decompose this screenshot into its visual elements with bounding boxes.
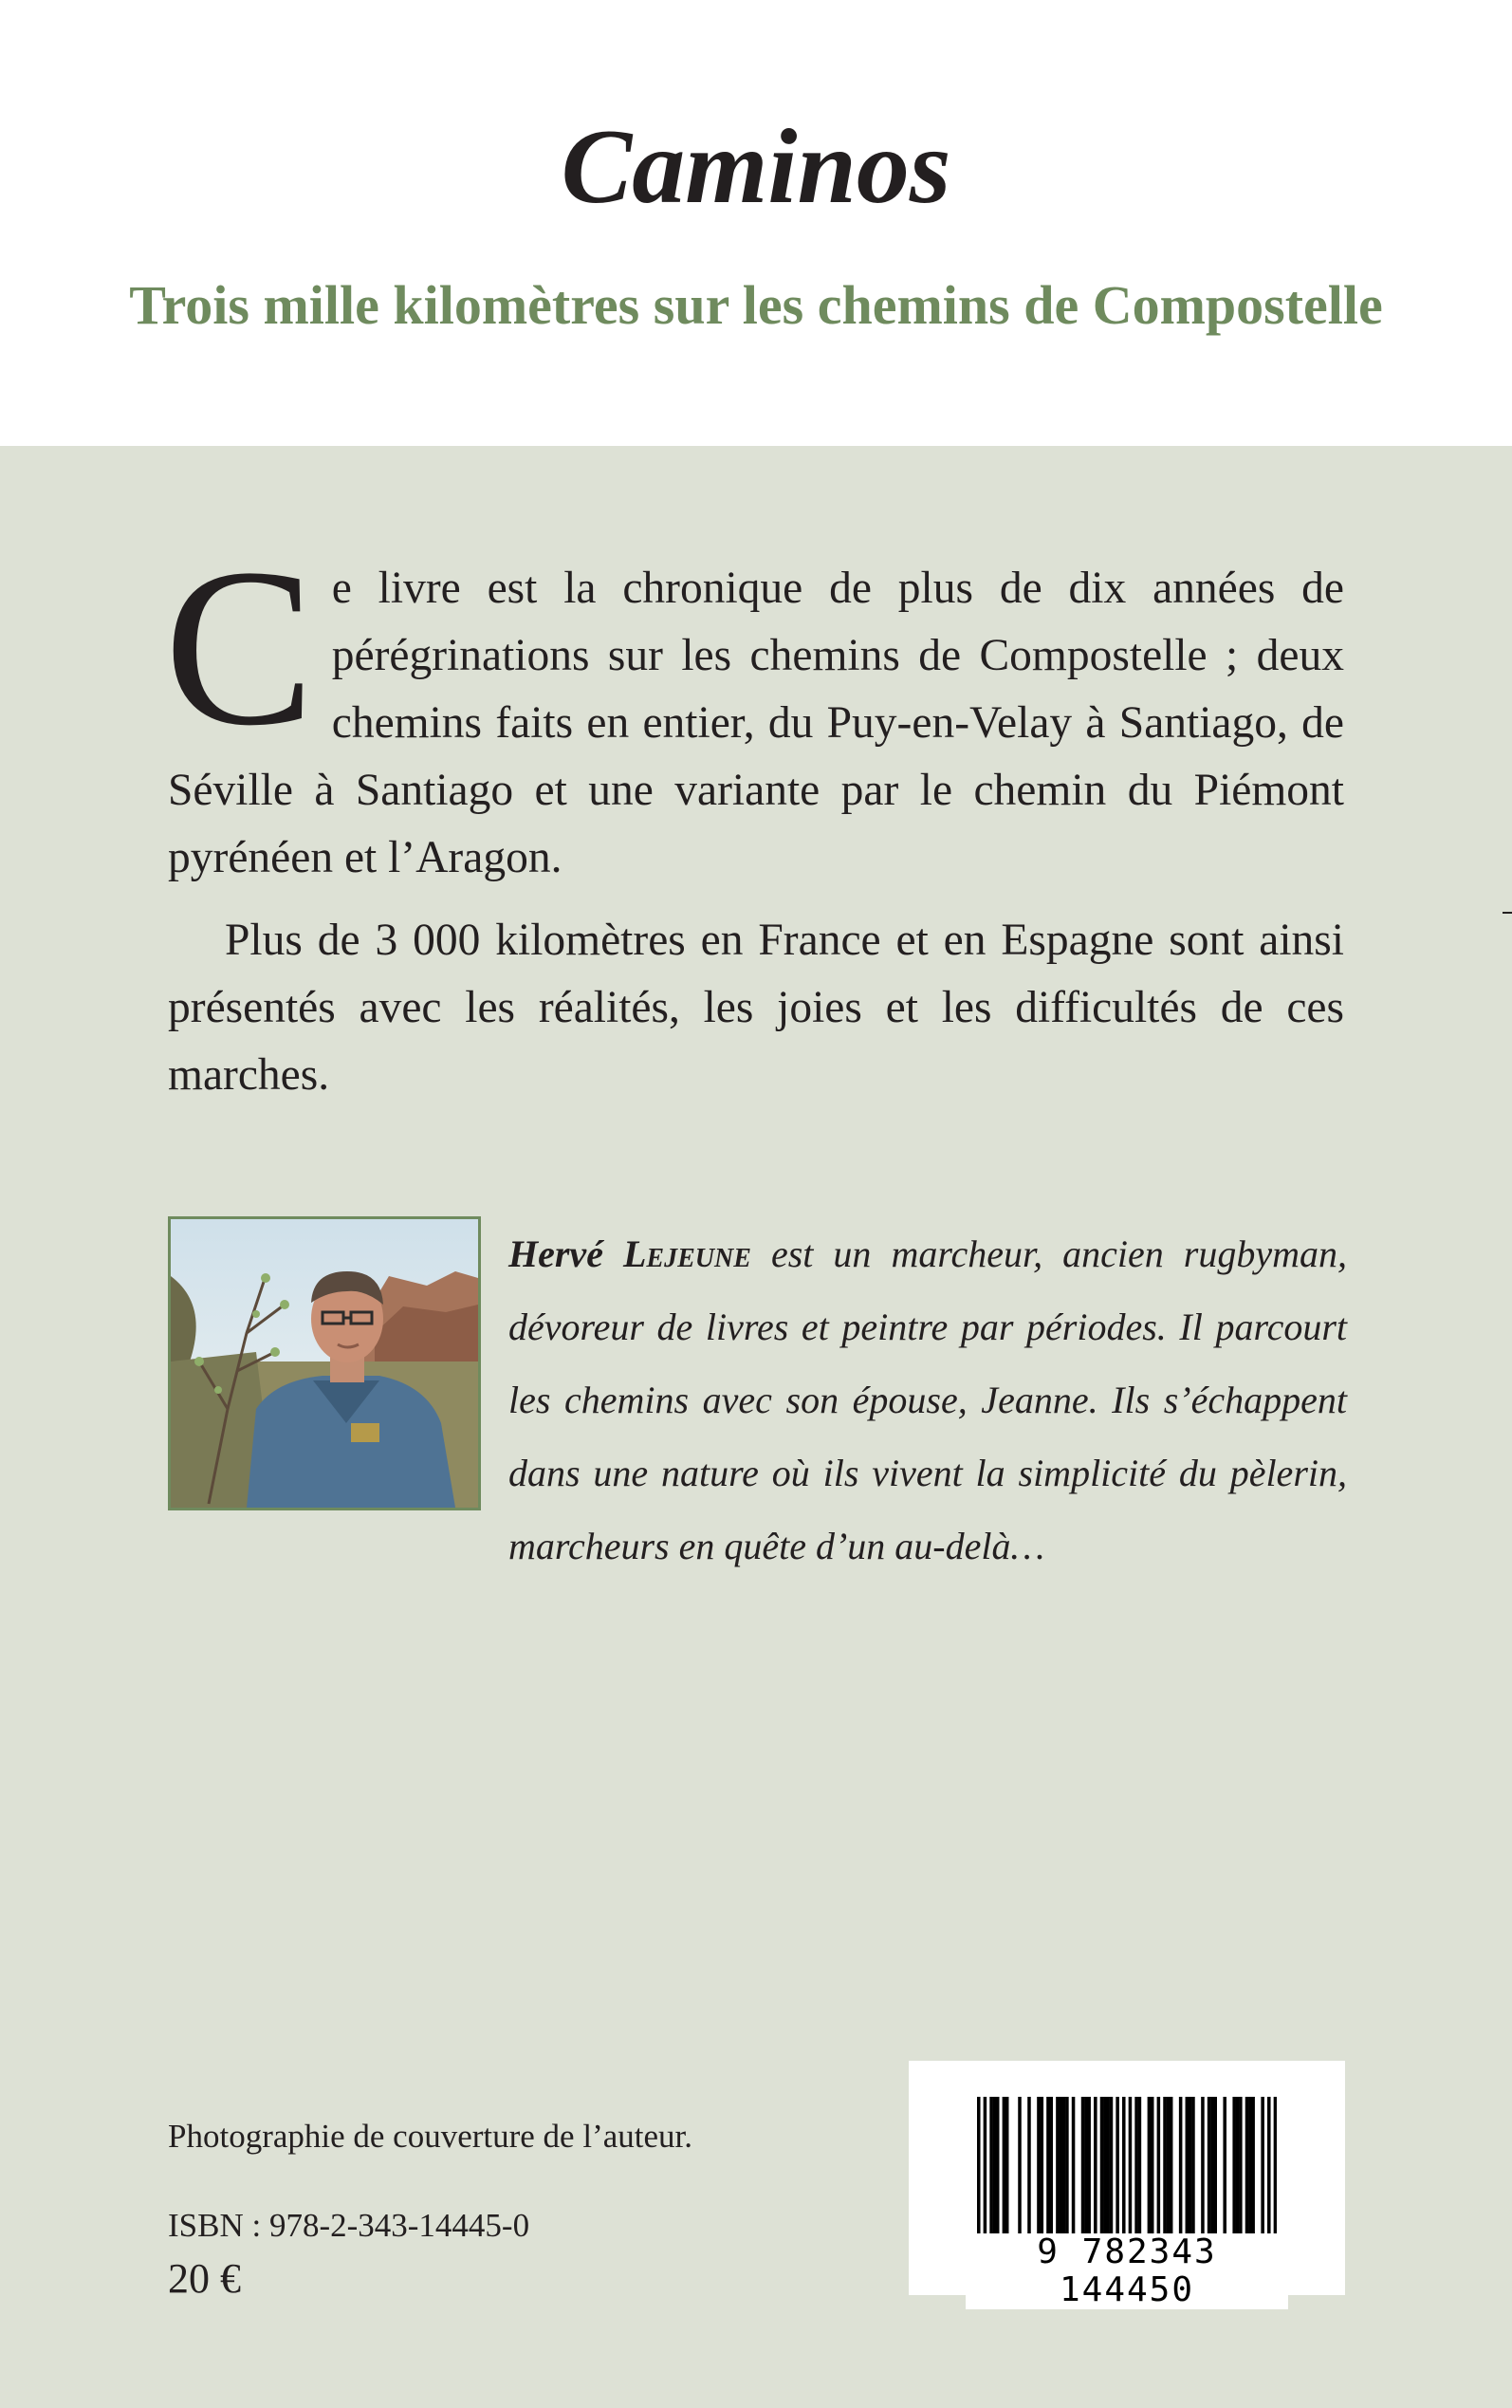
book-blurb — [164, 523, 1344, 1109]
barcode-bar — [1210, 2097, 1214, 2233]
barcode-bar — [1110, 2097, 1114, 2233]
author-last-name: Lejeune — [623, 1232, 751, 1275]
barcode-bar — [1267, 2097, 1271, 2249]
blurb-paragraph-2: Plus de 3 000 kilomètres en France et en Espagne sont ainsi présentés avec les réalités, les joies et les difficultés de ces marches. — [168, 916, 1344, 1100]
barcode-bar — [1041, 2097, 1044, 2233]
barcode-bar — [996, 2097, 1000, 2233]
barcode-bar — [1065, 2097, 1069, 2233]
barcode-bar — [1163, 2097, 1167, 2233]
barcode-bar — [1274, 2097, 1277, 2249]
barcode-bar — [1106, 2097, 1110, 2233]
barcode-bar — [1232, 2097, 1236, 2233]
barcode-bar — [1248, 2097, 1252, 2233]
isbn: ISBN : 978-2-343-14445-0 — [168, 2207, 530, 2244]
barcode-bar — [1208, 2097, 1211, 2233]
author-bio-text: est un marcheur, ancien rugbyman, dévoreur de livres et peintre par périodes. Il parcourt les chemins avec son épouse, Jeanne. Ils s’échappent dans une nature où ils vivent la simplicité du pèlerin, marcheurs en quête d’un au-delà… — [508, 1232, 1347, 1567]
author-bio — [508, 1217, 1347, 1583]
barcode-bar — [1157, 2097, 1161, 2233]
book-title: Caminos — [561, 108, 951, 226]
barcode-bar — [1213, 2097, 1217, 2233]
barcode-bar — [1027, 2097, 1031, 2233]
barcode-bar — [1201, 2097, 1205, 2233]
barcode-bar — [1138, 2097, 1142, 2233]
barcode-bar — [1189, 2097, 1192, 2233]
cover-header — [0, 0, 1512, 446]
barcode-number: 9 782343 144450 — [966, 2233, 1288, 2309]
barcode-bar — [1236, 2097, 1240, 2233]
barcode-bar — [1059, 2097, 1062, 2233]
blurb-paragraph-1 — [164, 523, 1344, 892]
barcode-bar — [989, 2097, 993, 2233]
barcode-bar — [1261, 2097, 1264, 2233]
barcode-bar — [1087, 2097, 1091, 2233]
barcode-bar — [984, 2097, 987, 2249]
crop-mark — [1503, 912, 1512, 914]
author-first-name: Hervé — [508, 1232, 603, 1275]
barcode-bar — [1170, 2097, 1173, 2233]
barcode-bar — [977, 2097, 981, 2249]
barcode-bar — [1122, 2097, 1126, 2249]
barcode-bar — [1046, 2097, 1050, 2233]
author-photo — [168, 1216, 481, 1510]
barcode-bar — [1084, 2097, 1088, 2233]
barcode-bar — [1050, 2097, 1054, 2233]
barcode-bar — [1179, 2097, 1183, 2233]
blurb-paragraph-1-text: e livre est la chronique de plus de dix années de pérégrinations sur les chemins de Compostelle ; deux chemins faits en entier, du Puy-en-Velay à Santiago, de Séville à Santiago et une variante par le chemin du Piémont pyrénéen et l’Aragon. — [168, 564, 1344, 882]
barcode-bar — [1094, 2097, 1097, 2233]
barcode-bar — [1072, 2097, 1076, 2233]
barcode-bar — [1081, 2097, 1085, 2233]
book-subtitle: Trois mille kilomètres sur les chemins de Compostelle — [129, 274, 1383, 336]
barcode-bar — [1148, 2097, 1152, 2233]
barcode-bar — [1129, 2097, 1133, 2249]
barcode-bar — [1239, 2097, 1243, 2233]
photo-credit: Photographie de couverture de l’auteur. — [168, 2118, 692, 2155]
drop-cap: C — [164, 523, 315, 772]
barcode — [909, 2061, 1345, 2309]
barcode-bar — [1191, 2097, 1195, 2233]
price: 20 € — [168, 2255, 241, 2302]
barcode-bar — [1186, 2097, 1189, 2233]
barcode-bar — [1037, 2097, 1041, 2233]
barcode-bar — [1116, 2097, 1119, 2233]
barcode-bar — [1103, 2097, 1107, 2233]
barcode-bars — [977, 2097, 1277, 2249]
barcode-bar — [1134, 2097, 1138, 2233]
barcode-bar — [1223, 2097, 1226, 2233]
barcode-bar — [1062, 2097, 1066, 2233]
barcode-bar — [1151, 2097, 1154, 2233]
barcode-bar — [1005, 2097, 1009, 2233]
barcode-bar — [1018, 2097, 1022, 2233]
barcode-bar — [1245, 2097, 1249, 2233]
barcode-bar — [1167, 2097, 1171, 2233]
barcode-bar — [993, 2097, 997, 2233]
barcode-bar — [1056, 2097, 1060, 2233]
barcode-bar — [1251, 2097, 1255, 2233]
barcode-bar — [1003, 2097, 1006, 2233]
barcode-bar — [1100, 2097, 1104, 2233]
